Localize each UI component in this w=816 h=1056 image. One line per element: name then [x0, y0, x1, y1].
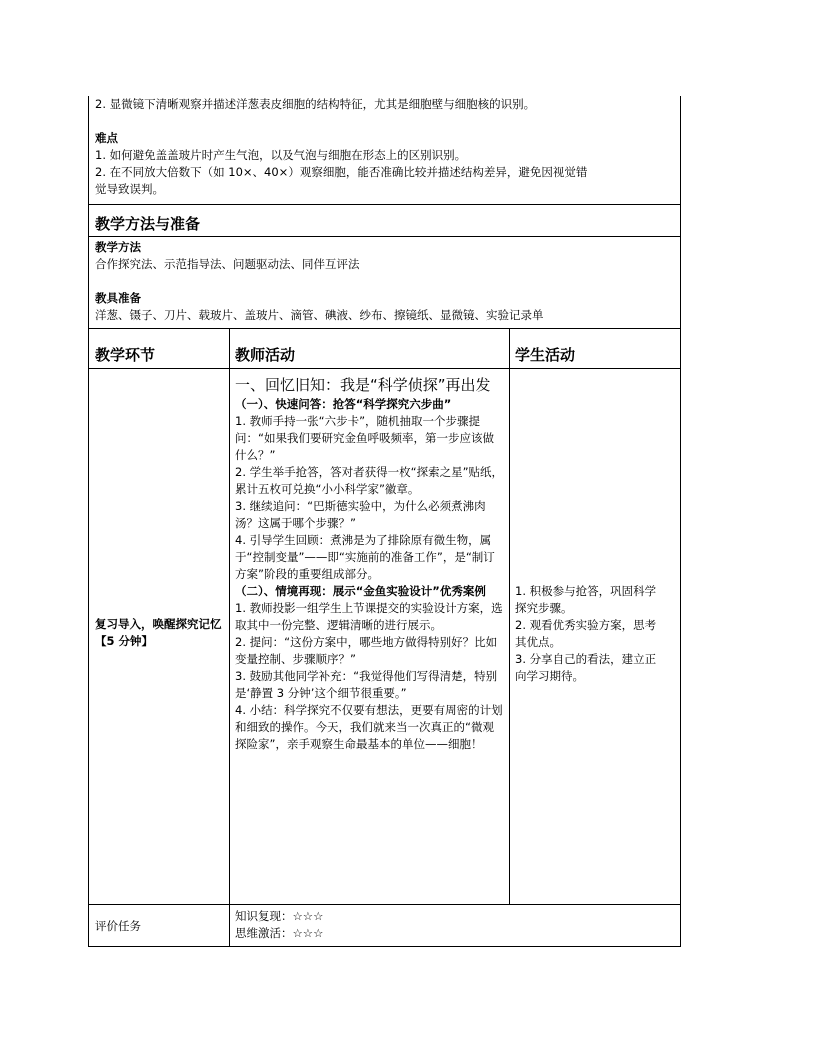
teacher-activity-item: （一）、快速问答：抢答“科学探究六步曲”	[235, 397, 452, 411]
method-title: 教学方法	[95, 240, 141, 254]
difficulty-title: 难点	[95, 131, 118, 145]
difficulty-1: 1. 如何避免盖盖玻片时产生气泡，以及气泡与细胞在形态上的区别识别。	[95, 148, 467, 162]
teacher-activity-item: 3. 鼓励其他同学补充：“我觉得他们写得清楚，特别是‘静置 3 分钟’这个细节很重要。”	[235, 669, 498, 700]
methods-heading: 教学方法与准备	[95, 215, 201, 233]
student-activity-item: 1. 积极参与抢答，巩固科学探究步骤。	[515, 584, 657, 615]
student-activity-item: 2. 观看优秀实验方案，思考其优点。	[515, 618, 657, 649]
teacher-activity	[235, 374, 505, 753]
teacher-activity-item: 一、回忆旧知：我是“科学侦探”再出发	[235, 376, 491, 394]
divider	[89, 904, 680, 905]
teacher-activity-item: 1. 教师手持一张“六步卡”，随机抽取一个步骤提问：“如果我们要研究金鱼呼吸频率，第一步应该做什么？”	[235, 414, 494, 462]
focus-point-2: 2. 显微镜下清晰观察并描述洋葱表皮细胞的结构特征，尤其是细胞壁与细胞核的识别。	[95, 97, 536, 111]
stage-cell	[95, 616, 223, 650]
divider	[89, 328, 680, 329]
method-text: 合作探究法、示范指导法、问题驱动法、同伴互评法	[95, 257, 360, 271]
methods-content	[95, 239, 675, 324]
eval-item: 知识复现：☆☆☆	[235, 909, 324, 923]
tools-title: 教具准备	[95, 291, 141, 305]
eval-item: 思维激活：☆☆☆	[235, 926, 324, 940]
divider	[89, 236, 680, 237]
divider	[89, 204, 680, 205]
teacher-activity-item: 4. 引导学生回顾：煮沸是为了排除原有微生物，属于“控制变量”——即“实施前的准备工作”，是“制订方案”阶段的重要组成部分。	[235, 533, 495, 581]
lesson-plan-page	[88, 96, 681, 947]
stage-label: 复习导入，唤醒探究记忆【5 分钟】	[95, 617, 222, 648]
eval-label-cell	[95, 918, 141, 934]
student-activity-item: 3. 分享自己的看法，建立正向学习期待。	[515, 652, 657, 683]
teacher-activity-item: （二）、情境再现：展示“金鱼实验设计”优秀案例	[235, 584, 486, 598]
column-header-stage: 教学环节	[95, 346, 156, 364]
teacher-activity-item: 2. 提问：“这份方案中，哪些地方做得特别好？比如变量控制、步骤顺序？”	[235, 635, 498, 666]
teacher-activity-item: 2. 学生举手抢答，答对者获得一枚“探索之星”贴纸，累计五枚可兑换“小小科学家”徽章。	[235, 465, 504, 496]
column-header-student: 学生活动	[515, 346, 576, 364]
teacher-activity-item: 1. 教师投影一组学生上节课提交的实验设计方案，选取其中一份完整、逻辑清晰的进行展示。	[235, 601, 503, 632]
difficulty-2-line2: 觉导致误判。	[95, 182, 164, 196]
teacher-activity-item: 4. 小结：科学探究不仅要有想法，更要有周密的计划和细致的操作。今天，我们就来当一次真正的“微观探险家”，亲手观察生命最基本的单位——细胞！	[235, 703, 503, 751]
eval-label: 评价任务	[95, 919, 141, 933]
tools-text: 洋葱、镊子、刀片、载玻片、盖玻片、滴管、碘液、纱布、擦镜纸、显微镜、实验记录单	[95, 308, 544, 322]
column-divider	[229, 328, 230, 946]
column-header-teacher: 教师活动	[235, 346, 296, 364]
student-activity	[515, 583, 665, 685]
focus-section	[95, 96, 675, 198]
difficulty-2-line1: 2. 在不同放大倍数下（如 10×、40×）观察细胞，能否准确比较并描述结构差异，避免因视觉错	[95, 165, 588, 179]
divider	[89, 368, 680, 369]
column-divider	[509, 328, 510, 904]
teacher-activity-item: 3. 继续追问：“巴斯德实验中，为什么必须煮沸肉汤？这属于哪个步骤？”	[235, 499, 486, 530]
eval-items	[235, 908, 505, 942]
methods-heading-cell	[95, 214, 200, 234]
